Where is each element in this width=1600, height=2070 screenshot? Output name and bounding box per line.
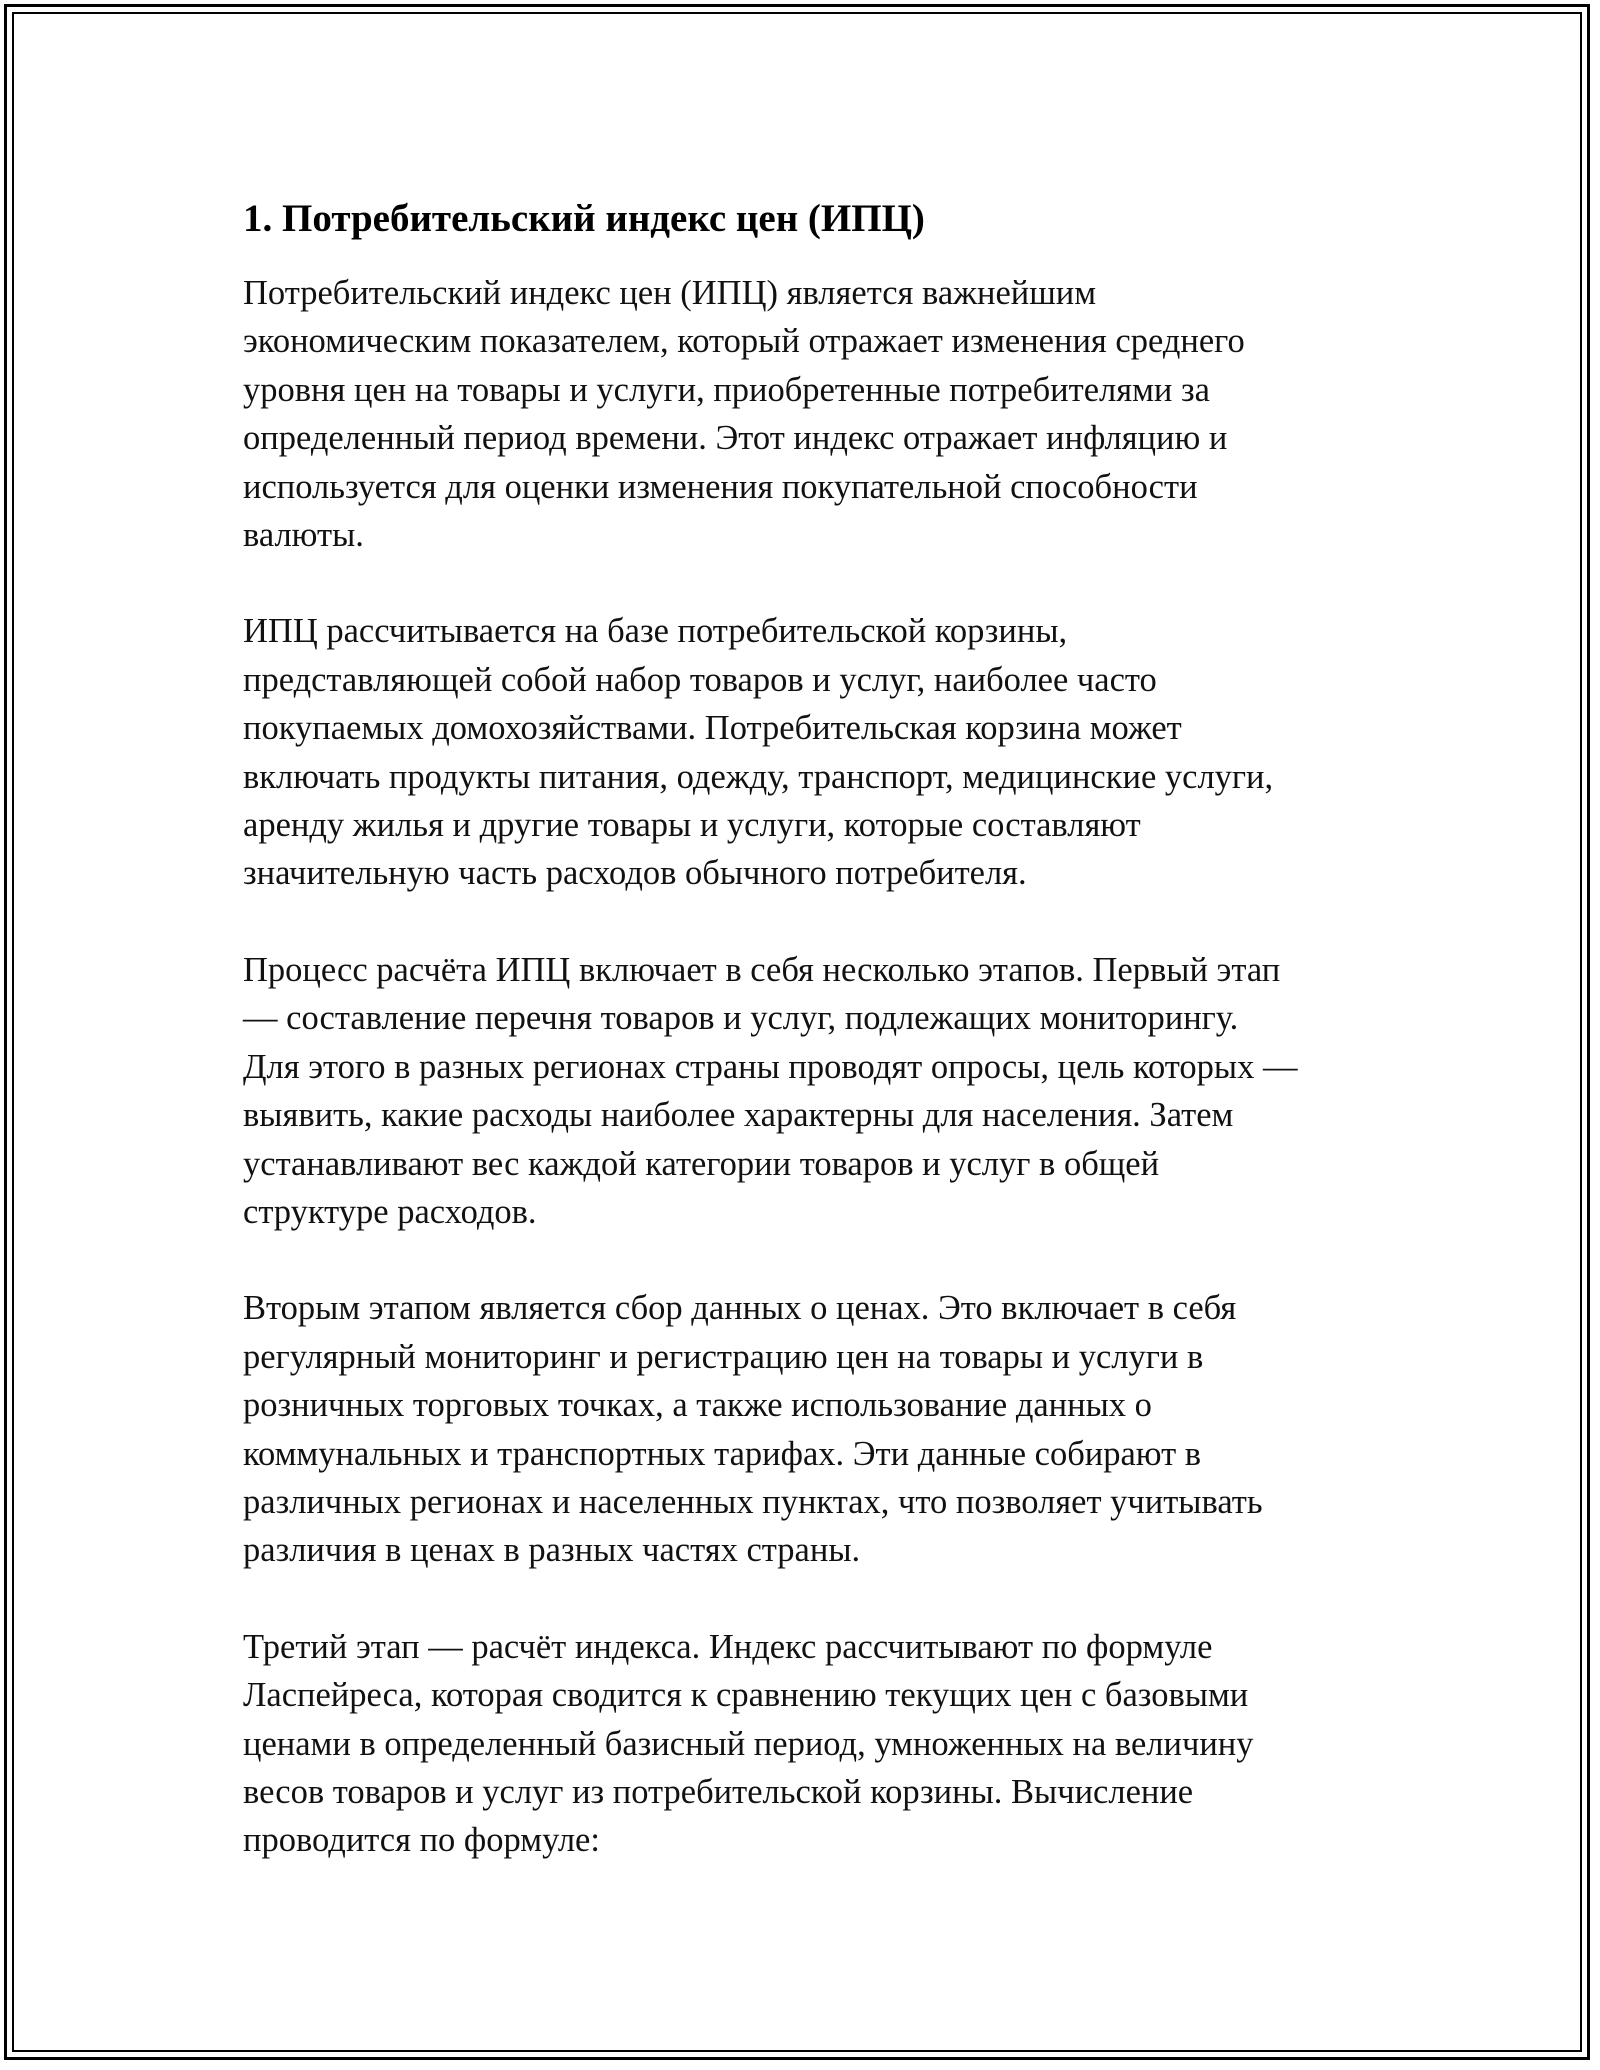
document-content: [243, 193, 1393, 1865]
paragraph-line: Процесс расчёта ИПЦ включает в себя несколько этапов. Первый этап: [243, 950, 1281, 989]
paragraph-line: розничных торговых точках, а также использование данных о: [243, 1386, 1152, 1425]
paragraph-line: определенный период времени. Этот индекс отражает инфляцию и: [243, 419, 1228, 458]
paragraph-line: экономическим показателем, который отражает изменения среднего: [243, 322, 1245, 361]
paragraph-line: используется для оценки изменения покупательной способности: [243, 467, 1198, 506]
paragraph-consumer-basket: [243, 607, 1393, 897]
paragraph-line: покупаемых домохозяйствами. Потребительская корзина может: [243, 709, 1182, 748]
paragraph-line: различных регионах и населенных пунктах, что позволяет учитывать: [243, 1482, 1263, 1521]
paragraph-line: представляющей собой набор товаров и услуг, наиболее часто: [243, 660, 1157, 699]
paragraph-line: значительную часть расходов обычного потребителя.: [243, 854, 1027, 893]
paragraph-line: регулярный мониторинг и регистрацию цен на товары и услуги в: [243, 1337, 1204, 1376]
paragraph-line: различия в ценах в разных частях страны.: [243, 1531, 861, 1570]
paragraph-line: валюты.: [243, 516, 364, 555]
paragraph-line: Потребительский индекс цен (ИПЦ) является важнейшим: [243, 274, 1097, 312]
paragraph-line: структуре расходов.: [243, 1192, 537, 1231]
paragraph-line: Ласпейреса, которая сводится к сравнению текущих цен с базовыми: [243, 1676, 1249, 1715]
paragraph-line: выявить, какие расходы наиболее характерны для населения. Затем: [243, 1096, 1234, 1135]
paragraph-line: весов товаров и услуг из потребительской корзины. Вычисление: [243, 1772, 1194, 1811]
paragraph-cpi-definition: [243, 269, 1393, 559]
paragraph-line: включать продукты питания, одежду, транспорт, медицинские услуги,: [243, 757, 1274, 796]
paragraph-index-calculation: [243, 1623, 1393, 1865]
paragraph-line: ИПЦ рассчитывается на базе потребительской корзины,: [243, 612, 1068, 651]
paragraph-line: уровня цен на товары и услуги, приобретенные потребителями за: [243, 370, 1210, 409]
section-title: 1. Потребительский индекс цен (ИПЦ): [243, 197, 925, 240]
paragraph-line: ценами в определенный базисный период, умноженных на величину: [243, 1724, 1254, 1763]
paragraph-line: аренду жилья и другие товары и услуги, которые составляют: [243, 806, 1141, 845]
paragraph-line: коммунальных и транспортных тарифах. Эти данные собирают в: [243, 1434, 1202, 1473]
paragraph-line: Вторым этапом является сбор данных о ценах. Это включает в себя: [243, 1289, 1237, 1328]
page-frame: [4, 4, 1590, 2060]
paragraph-line: проводится по формуле:: [243, 1821, 600, 1860]
paragraph-line: Для этого в разных регионах страны проводят опросы, цель которых —: [243, 1047, 1298, 1086]
paragraph-line: — составление перечня товаров и услуг, подлежащих мониторингу.: [243, 999, 1239, 1038]
paragraph-price-data-collection: [243, 1284, 1393, 1574]
paragraph-line: Третий этап — расчёт индекса. Индекс рассчитывают по формуле: [243, 1627, 1213, 1666]
paragraph-line: устанавливают вес каждой категории товаров и услуг в общей: [243, 1144, 1160, 1183]
paragraph-calculation-first-stage: [243, 946, 1393, 1236]
